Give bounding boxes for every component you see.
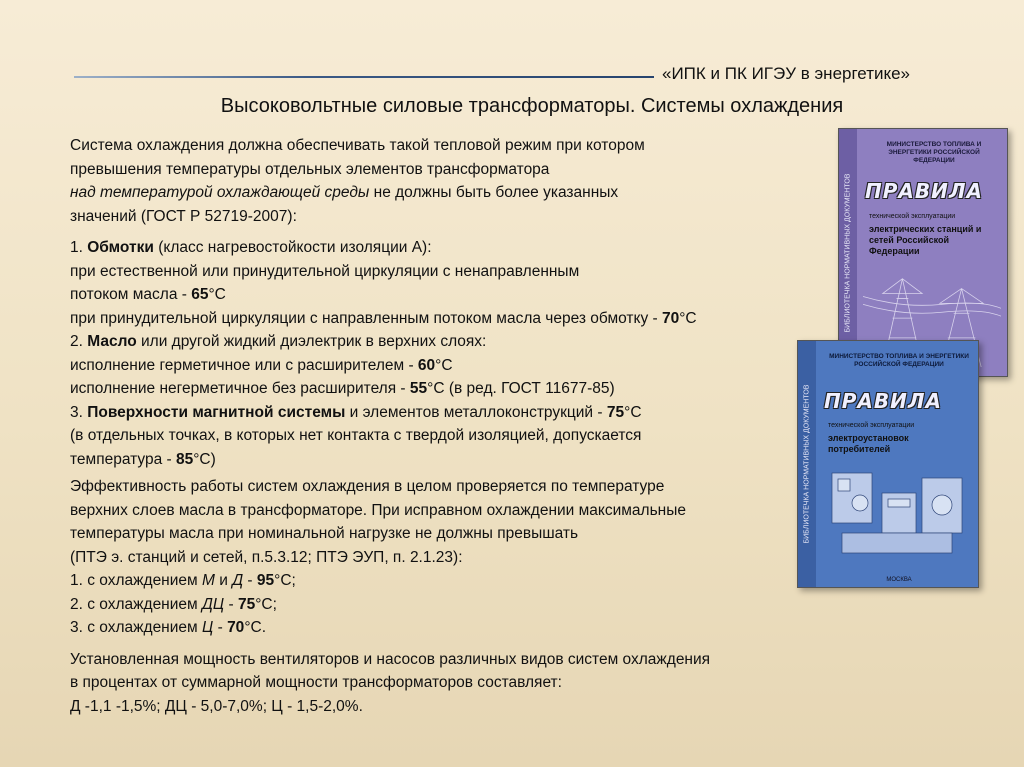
organization-label: «ИПК и ПК ИГЭУ в энергетике» [662, 64, 911, 83]
book-subtitle-main: электрических станций и сетей Российской Федерации [869, 224, 982, 256]
item-windings: 1. Обмотки (класс нагревостойкости изоляции А): [70, 239, 432, 256]
intro-line: над температурой охлаждающей среды не должны быть более указанных [70, 184, 619, 201]
item-oil: 2. Масло или другой жидкий диэлектрик в верхних слоях: [70, 333, 487, 350]
book-subtitle-main: электроустановок потребителей [828, 433, 909, 454]
efficiency-line: Эффективность работы систем охлаждения в целом проверяется по температуре [70, 478, 665, 495]
efficiency-line: температуры масла при номинальной нагрузке не должны превышать [70, 525, 579, 542]
item-line: (в отдельных точках, в которых нет контакта с твердой изоляцией, допускается [70, 427, 642, 444]
power-line: в процентах от суммарной мощности трансформаторов составляет: [70, 674, 562, 691]
item-magnetic: 3. Поверхности магнитной системы и элементов металлоконструкций - 75°С [70, 403, 642, 421]
power-line: Д -1,1 -1,5%; ДЦ - 5,0-7,0%; Ц - 1,5-2,0%. [70, 697, 363, 715]
item-line: при принудительной циркуляции с направленным потоком масла через обмотку - 70°С [70, 309, 697, 327]
book-title: ПРАВИЛА [824, 389, 942, 413]
book-spine: БИБЛИОТЕЧКА НОРМАТИВНЫХ ДОКУМЕНТОВ [798, 341, 816, 587]
slide-title: Высоковольтные силовые трансформаторы. Системы охлаждения [220, 95, 844, 117]
book-title: ПРАВИЛА [865, 179, 983, 203]
intro-line: превышения температуры отдельных элементов трансформатора [70, 160, 550, 178]
intro-line: Система охлаждения должна обеспечивать такой тепловой режим при котором [70, 137, 645, 154]
book-ministry: МИНИСТЕРСТВО ТОПЛИВА И ЭНЕРГЕТИКИ РОССИЙСКОЙ ФЕДЕРАЦИИ [829, 353, 969, 368]
intro-line: значений (ГОСТ Р 52719-2007): [70, 207, 297, 225]
cooling-m-d: 1. с охлаждением М и Д - 95°С; [70, 572, 296, 589]
book-spine: БИБЛИОТЕЧКА НОРМАТИВНЫХ ДОКУМЕНТОВ [839, 129, 857, 376]
item-line: потоком масла - 65°С [70, 286, 226, 303]
book-subtitle: технической эксплуатации [869, 213, 956, 220]
slide-body [70, 134, 830, 718]
power-line: Установленная мощность вентиляторов и насосов различных видов систем охлаждения [70, 650, 711, 668]
book-city: МОСКВА [886, 577, 912, 583]
book-subtitle: технической эксплуатации [828, 422, 915, 429]
item-line: исполнение негерметичное без расширителя - 55°С (в ред. ГОСТ 11677-85) [70, 380, 615, 397]
item-line: исполнение герметичное или с расширителем - 60°С [70, 356, 453, 374]
efficiency-line: верхних слоев масла в трансформаторе. При исправном охлаждении максимальные [70, 501, 686, 519]
item-line: температура - 85°С) [70, 450, 216, 468]
book-cover-consumer-installations [797, 340, 979, 588]
header-rule [74, 76, 654, 78]
cooling-dc: 2. с охлаждением ДЦ - 75°С; [70, 595, 277, 613]
book-ministry: МИНИСТЕРСТВО ТОПЛИВА И ЭНЕРГЕТИКИ РОССИЙСКОЙ ФЕДЕРАЦИИ [886, 141, 982, 164]
equipment-illustration [822, 463, 972, 563]
efficiency-line: (ПТЭ э. станций и сетей, п.5.3.12; ПТЭ ЭУП, п. 2.1.23): [70, 548, 463, 566]
item-line: при естественной или принудительной циркуляции с ненаправленным [70, 262, 580, 280]
cooling-c: 3. с охлаждением Ц - 70°С. [70, 619, 267, 636]
